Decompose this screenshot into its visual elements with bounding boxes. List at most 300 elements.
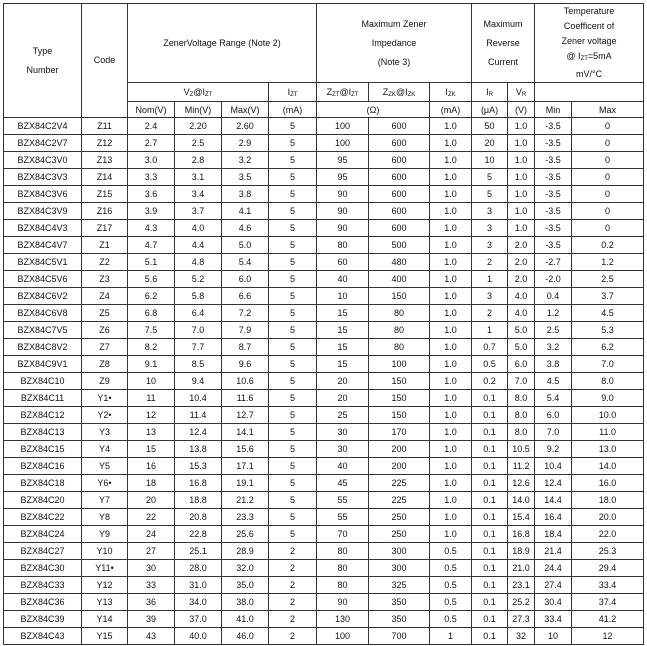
cell-vr: 8.0: [508, 390, 535, 407]
unit-max: Max(V): [222, 102, 269, 118]
cell-temp-max: 10.0: [572, 407, 644, 424]
cell-vz-nom: 7.5: [128, 322, 175, 339]
cell-zzt: 55: [317, 509, 369, 526]
header-type: Type Number: [4, 4, 82, 118]
header-temp-coefficient: Temperature Coefficent of Zener voltage @ IZT=5mA mV/°C: [535, 4, 644, 83]
cell-temp-max: 33.4: [572, 577, 644, 594]
cell-zzk: 600: [369, 152, 430, 169]
cell-code: Z8: [82, 356, 128, 373]
cell-vz-nom: 6.2: [128, 288, 175, 305]
cell-izt: 5: [269, 186, 317, 203]
cell-code: Y11•: [82, 560, 128, 577]
cell-code: Y8: [82, 509, 128, 526]
cell-code: Z1: [82, 237, 128, 254]
unit-ir: (μA): [472, 102, 508, 118]
cell-ir: 0.5: [472, 356, 508, 373]
cell-code: Y9: [82, 526, 128, 543]
cell-vz-nom: 18: [128, 475, 175, 492]
cell-zzk: 80: [369, 322, 430, 339]
table-row: [4, 458, 644, 475]
cell-code: Y6•: [82, 475, 128, 492]
cell-ir: 0.1: [472, 560, 508, 577]
cell-izk: 0.5: [430, 577, 472, 594]
header-vz: VZ@IZT: [128, 83, 269, 102]
cell-temp-min: -2.7: [535, 254, 572, 271]
table-row: [4, 305, 644, 322]
cell-code: Y12: [82, 577, 128, 594]
cell-vr: 2.0: [508, 237, 535, 254]
cell-vz-max: 41.0: [222, 611, 269, 628]
unit-nom: Nom(V): [128, 102, 175, 118]
cell-vz-max: 28.9: [222, 543, 269, 560]
cell-zzk: 80: [369, 305, 430, 322]
header-reverse-current: Maximum Reverse Current: [472, 4, 535, 83]
header-zener-voltage: ZenerVoltage Range (Note 2): [128, 4, 317, 83]
cell-type-number: BZX84C12: [4, 407, 82, 424]
cell-type-number: BZX84C22: [4, 509, 82, 526]
cell-temp-max: 7.0: [572, 356, 644, 373]
cell-vz-max: 10.6: [222, 373, 269, 390]
header-zzk: ZZK@IZK: [369, 83, 430, 102]
cell-vz-nom: 10: [128, 373, 175, 390]
cell-type-number: BZX84C11: [4, 390, 82, 407]
cell-zzt: 80: [317, 543, 369, 560]
cell-zzk: 200: [369, 458, 430, 475]
cell-zzt: 20: [317, 390, 369, 407]
cell-temp-min: 4.5: [535, 373, 572, 390]
cell-code: Z17: [82, 220, 128, 237]
cell-vz-min: 2.8: [175, 152, 222, 169]
cell-zzk: 600: [369, 135, 430, 152]
cell-izt: 5: [269, 339, 317, 356]
table-row: [4, 628, 644, 645]
cell-code: Y10: [82, 543, 128, 560]
cell-temp-max: 25.3: [572, 543, 644, 560]
cell-vz-nom: 16: [128, 458, 175, 475]
cell-temp-max: 0: [572, 186, 644, 203]
cell-temp-max: 0: [572, 118, 644, 135]
cell-vr: 27.3: [508, 611, 535, 628]
unit-vr: (V): [508, 102, 535, 118]
cell-zzt: 95: [317, 152, 369, 169]
cell-izt: 5: [269, 288, 317, 305]
cell-code: Z9: [82, 373, 128, 390]
cell-zzt: 100: [317, 628, 369, 645]
cell-temp-min: 9.2: [535, 441, 572, 458]
cell-code: Y4: [82, 441, 128, 458]
table-row: [4, 526, 644, 543]
cell-temp-min: 7.0: [535, 424, 572, 441]
cell-temp-min: 33.4: [535, 611, 572, 628]
cell-vz-min: 6.4: [175, 305, 222, 322]
cell-type-number: BZX84C3V3: [4, 169, 82, 186]
cell-temp-min: 1.2: [535, 305, 572, 322]
cell-code: Z6: [82, 322, 128, 339]
unit-izk: (mA): [430, 102, 472, 118]
cell-ir: 2: [472, 254, 508, 271]
cell-izt: 5: [269, 356, 317, 373]
cell-zzk: 325: [369, 577, 430, 594]
cell-vz-max: 9.6: [222, 356, 269, 373]
cell-vz-nom: 13: [128, 424, 175, 441]
cell-vz-min: 4.8: [175, 254, 222, 271]
cell-vz-max: 23.3: [222, 509, 269, 526]
table-row: [4, 543, 644, 560]
cell-ir: 1: [472, 271, 508, 288]
cell-zzk: 600: [369, 220, 430, 237]
cell-vz-max: 35.0: [222, 577, 269, 594]
cell-zzt: 25: [317, 407, 369, 424]
cell-type-number: BZX84C30: [4, 560, 82, 577]
cell-type-number: BZX84C39: [4, 611, 82, 628]
cell-zzk: 150: [369, 407, 430, 424]
cell-temp-min: 6.0: [535, 407, 572, 424]
cell-temp-min: 24.4: [535, 560, 572, 577]
cell-izt: 2: [269, 611, 317, 628]
table-row: [4, 288, 644, 305]
cell-temp-max: 20.0: [572, 509, 644, 526]
cell-izk: 1.0: [430, 492, 472, 509]
cell-izt: 5: [269, 526, 317, 543]
cell-vr: 12.6: [508, 475, 535, 492]
table-row: [4, 186, 644, 203]
cell-temp-max: 0: [572, 152, 644, 169]
cell-vz-max: 7.2: [222, 305, 269, 322]
cell-temp-max: 5.3: [572, 322, 644, 339]
cell-temp-max: 11.0: [572, 424, 644, 441]
cell-izt: 2: [269, 577, 317, 594]
cell-vz-nom: 24: [128, 526, 175, 543]
cell-code: Z2: [82, 254, 128, 271]
cell-vr: 1.0: [508, 118, 535, 135]
cell-vz-max: 5.4: [222, 254, 269, 271]
cell-type-number: BZX84C2V7: [4, 135, 82, 152]
cell-type-number: BZX84C6V8: [4, 305, 82, 322]
cell-ir: 0.1: [472, 543, 508, 560]
cell-zzt: 90: [317, 203, 369, 220]
unit-temp-min: Min: [535, 102, 572, 118]
cell-temp-max: 9.0: [572, 390, 644, 407]
cell-vz-max: 8.7: [222, 339, 269, 356]
cell-vz-max: 17.1: [222, 458, 269, 475]
cell-vz-max: 32.0: [222, 560, 269, 577]
cell-izk: 1.0: [430, 407, 472, 424]
cell-vz-min: 20.8: [175, 509, 222, 526]
cell-izt: 5: [269, 271, 317, 288]
table-row: [4, 152, 644, 169]
cell-ir: 0.1: [472, 509, 508, 526]
table-row: [4, 203, 644, 220]
cell-type-number: BZX84C13: [4, 424, 82, 441]
table-row: [4, 339, 644, 356]
cell-zzt: 90: [317, 594, 369, 611]
cell-vz-nom: 3.0: [128, 152, 175, 169]
cell-vz-min: 3.7: [175, 203, 222, 220]
cell-vz-min: 3.4: [175, 186, 222, 203]
cell-type-number: BZX84C5V6: [4, 271, 82, 288]
cell-vz-nom: 30: [128, 560, 175, 577]
cell-zzk: 300: [369, 543, 430, 560]
cell-izk: 1.0: [430, 475, 472, 492]
cell-type-number: BZX84C27: [4, 543, 82, 560]
cell-vr: 1.0: [508, 186, 535, 203]
cell-temp-min: 14.4: [535, 492, 572, 509]
cell-vz-nom: 33: [128, 577, 175, 594]
cell-temp-max: 3.7: [572, 288, 644, 305]
table-row: [4, 220, 644, 237]
table-row: [4, 560, 644, 577]
cell-vr: 15.4: [508, 509, 535, 526]
header-ir: IR: [472, 83, 508, 102]
cell-zzk: 350: [369, 611, 430, 628]
cell-temp-max: 0: [572, 169, 644, 186]
cell-vz-nom: 39: [128, 611, 175, 628]
cell-zzt: 100: [317, 135, 369, 152]
cell-vz-max: 11.6: [222, 390, 269, 407]
cell-temp-min: 27.4: [535, 577, 572, 594]
cell-code: Z5: [82, 305, 128, 322]
cell-vz-max: 46.0: [222, 628, 269, 645]
cell-zzk: 350: [369, 594, 430, 611]
cell-zzk: 600: [369, 169, 430, 186]
cell-vz-min: 7.7: [175, 339, 222, 356]
cell-izk: 1.0: [430, 526, 472, 543]
cell-izt: 5: [269, 135, 317, 152]
cell-ir: 1: [472, 322, 508, 339]
cell-vz-nom: 5.1: [128, 254, 175, 271]
cell-type-number: BZX84C20: [4, 492, 82, 509]
cell-izt: 2: [269, 628, 317, 645]
cell-temp-min: -3.5: [535, 237, 572, 254]
cell-vz-min: 8.5: [175, 356, 222, 373]
cell-izk: 1: [430, 628, 472, 645]
cell-izk: 1.0: [430, 356, 472, 373]
cell-type-number: BZX84C4V3: [4, 220, 82, 237]
cell-temp-min: 21.4: [535, 543, 572, 560]
cell-type-number: BZX84C7V5: [4, 322, 82, 339]
cell-izt: 5: [269, 390, 317, 407]
cell-type-number: BZX84C24: [4, 526, 82, 543]
cell-temp-max: 2.5: [572, 271, 644, 288]
table-row: [4, 424, 644, 441]
cell-code: Z14: [82, 169, 128, 186]
cell-vr: 1.0: [508, 152, 535, 169]
cell-ir: 5: [472, 169, 508, 186]
cell-code: Z16: [82, 203, 128, 220]
cell-vz-min: 3.1: [175, 169, 222, 186]
cell-vz-max: 6.6: [222, 288, 269, 305]
table-row: [4, 322, 644, 339]
cell-zzk: 250: [369, 526, 430, 543]
cell-izt: 5: [269, 203, 317, 220]
cell-zzk: 500: [369, 237, 430, 254]
cell-zzk: 250: [369, 509, 430, 526]
table-row: [4, 407, 644, 424]
cell-vz-nom: 4.3: [128, 220, 175, 237]
cell-temp-min: -3.5: [535, 203, 572, 220]
cell-vr: 14.0: [508, 492, 535, 509]
cell-izt: 5: [269, 220, 317, 237]
cell-ir: 20: [472, 135, 508, 152]
cell-zzt: 40: [317, 458, 369, 475]
cell-izk: 1.0: [430, 186, 472, 203]
table-row: [4, 135, 644, 152]
cell-vr: 21.0: [508, 560, 535, 577]
cell-izk: 1.0: [430, 135, 472, 152]
cell-zzk: 80: [369, 339, 430, 356]
cell-zzk: 150: [369, 390, 430, 407]
cell-temp-max: 6.2: [572, 339, 644, 356]
cell-izk: 1.0: [430, 254, 472, 271]
cell-izt: 5: [269, 492, 317, 509]
cell-temp-max: 4.5: [572, 305, 644, 322]
cell-code: Y7: [82, 492, 128, 509]
cell-izt: 5: [269, 373, 317, 390]
cell-zzk: 100: [369, 356, 430, 373]
cell-ir: 0.1: [472, 492, 508, 509]
cell-izk: 1.0: [430, 390, 472, 407]
cell-vr: 4.0: [508, 305, 535, 322]
header-code: Code: [82, 4, 128, 118]
cell-temp-max: 37.4: [572, 594, 644, 611]
cell-vr: 11.2: [508, 458, 535, 475]
cell-ir: 50: [472, 118, 508, 135]
cell-vz-max: 3.2: [222, 152, 269, 169]
cell-vz-nom: 12: [128, 407, 175, 424]
cell-type-number: BZX84C15: [4, 441, 82, 458]
cell-vz-nom: 5.6: [128, 271, 175, 288]
cell-ir: 0.1: [472, 475, 508, 492]
cell-izk: 0.5: [430, 543, 472, 560]
cell-code: Z13: [82, 152, 128, 169]
cell-vz-nom: 4.7: [128, 237, 175, 254]
cell-temp-min: 0.4: [535, 288, 572, 305]
cell-vz-max: 4.6: [222, 220, 269, 237]
cell-vz-max: 25.6: [222, 526, 269, 543]
cell-type-number: BZX84C10: [4, 373, 82, 390]
cell-temp-min: 3.2: [535, 339, 572, 356]
cell-ir: 0.1: [472, 526, 508, 543]
cell-temp-min: 5.4: [535, 390, 572, 407]
cell-type-number: BZX84C3V6: [4, 186, 82, 203]
cell-izt: 5: [269, 407, 317, 424]
cell-vz-min: 22.8: [175, 526, 222, 543]
cell-temp-min: 10.4: [535, 458, 572, 475]
cell-izk: 1.0: [430, 271, 472, 288]
cell-type-number: BZX84C8V2: [4, 339, 82, 356]
table-row: [4, 492, 644, 509]
cell-vr: 8.0: [508, 407, 535, 424]
cell-temp-max: 29.4: [572, 560, 644, 577]
cell-zzt: 55: [317, 492, 369, 509]
cell-vz-nom: 6.8: [128, 305, 175, 322]
cell-zzk: 200: [369, 441, 430, 458]
cell-temp-max: 41.2: [572, 611, 644, 628]
cell-ir: 3: [472, 288, 508, 305]
header-temp-spacer: [535, 83, 644, 102]
cell-vz-min: 18.8: [175, 492, 222, 509]
cell-vz-nom: 27: [128, 543, 175, 560]
cell-izk: 1.0: [430, 339, 472, 356]
cell-zzt: 100: [317, 118, 369, 135]
cell-zzt: 80: [317, 560, 369, 577]
cell-code: Y13: [82, 594, 128, 611]
cell-zzk: 400: [369, 271, 430, 288]
cell-zzt: 70: [317, 526, 369, 543]
unit-ohm: (Ω): [317, 102, 430, 118]
cell-zzt: 60: [317, 254, 369, 271]
cell-zzt: 95: [317, 169, 369, 186]
cell-vr: 1.0: [508, 135, 535, 152]
cell-temp-min: 30.4: [535, 594, 572, 611]
cell-vz-max: 38.0: [222, 594, 269, 611]
cell-zzt: 40: [317, 271, 369, 288]
cell-zzt: 80: [317, 237, 369, 254]
cell-ir: 0.1: [472, 424, 508, 441]
cell-temp-max: 14.0: [572, 458, 644, 475]
table-row: [4, 254, 644, 271]
cell-izk: 0.5: [430, 560, 472, 577]
cell-vz-min: 28.0: [175, 560, 222, 577]
cell-ir: 0.1: [472, 577, 508, 594]
cell-izk: 1.0: [430, 322, 472, 339]
cell-zzk: 300: [369, 560, 430, 577]
cell-zzt: 80: [317, 577, 369, 594]
cell-ir: 5: [472, 186, 508, 203]
cell-izk: 0.5: [430, 594, 472, 611]
cell-code: Y5: [82, 458, 128, 475]
cell-type-number: BZX84C43: [4, 628, 82, 645]
table-row: [4, 118, 644, 135]
cell-ir: 0.1: [472, 390, 508, 407]
cell-vz-min: 10.4: [175, 390, 222, 407]
cell-izk: 1.0: [430, 509, 472, 526]
cell-type-number: BZX84C4V7: [4, 237, 82, 254]
table-row: [4, 373, 644, 390]
cell-type-number: BZX84C3V9: [4, 203, 82, 220]
cell-vz-min: 5.2: [175, 271, 222, 288]
cell-vz-max: 2.60: [222, 118, 269, 135]
cell-zzk: 170: [369, 424, 430, 441]
cell-izt: 5: [269, 509, 317, 526]
cell-izt: 5: [269, 305, 317, 322]
cell-vz-nom: 20: [128, 492, 175, 509]
cell-izk: 1.0: [430, 373, 472, 390]
cell-vz-min: 31.0: [175, 577, 222, 594]
cell-ir: 3: [472, 203, 508, 220]
cell-izk: 1.0: [430, 220, 472, 237]
cell-vz-max: 5.0: [222, 237, 269, 254]
cell-zzk: 150: [369, 373, 430, 390]
cell-vr: 10.5: [508, 441, 535, 458]
cell-zzt: 15: [317, 356, 369, 373]
cell-vz-min: 15.3: [175, 458, 222, 475]
cell-vz-nom: 15: [128, 441, 175, 458]
cell-ir: 0.1: [472, 407, 508, 424]
cell-vz-max: 4.1: [222, 203, 269, 220]
cell-temp-max: 18.0: [572, 492, 644, 509]
cell-type-number: BZX84C3V0: [4, 152, 82, 169]
cell-type-number: BZX84C18: [4, 475, 82, 492]
cell-temp-max: 0.2: [572, 237, 644, 254]
table-row: [4, 611, 644, 628]
cell-izk: 1.0: [430, 424, 472, 441]
cell-code: Y3: [82, 424, 128, 441]
cell-vz-nom: 43: [128, 628, 175, 645]
header-zzt: ZZT@IZT: [317, 83, 369, 102]
cell-zzk: 600: [369, 118, 430, 135]
cell-vz-min: 37.0: [175, 611, 222, 628]
